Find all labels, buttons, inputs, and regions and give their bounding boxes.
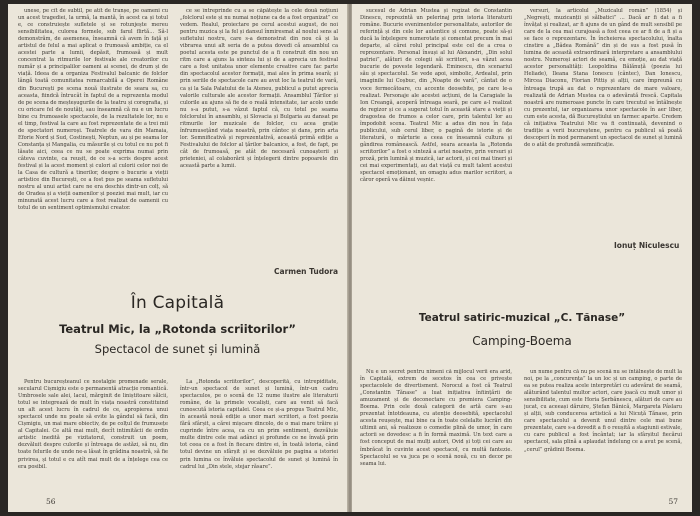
page-number-left: 56 <box>46 497 56 506</box>
right-bottom-column-2 <box>524 369 682 497</box>
right-signature: Ionuț Niculescu <box>614 241 680 250</box>
right-top-column-2 <box>524 8 682 236</box>
right-bottom-column-2-text: un nume pentru că nu pe scenă nu se întâlnește de mult la noi, pe la „concurența” la un loc și un camping, o parte de ea se putea realiza acele interpretări cu adevărat de seamă, alăturând talentul multor actori, care joacă cu mult umor și sensibilitate, cum este Horia Șerbănescu, alături de care au jucat, cu aceeași dăruire, Ștefan Bănică, Margareta Pâslaru și alții, sub conducerea artistică a lui Nicuță Tănase, prin care spectacolul a devenit unul dintre cele mai bune prezentate, care s-a dovedit a fi o reușită a stagiunii estivale, cu care publicul a fost încântat; iar la sfârșitul fiecărui spectacol, sala plină a aplaudat îndelung ce a avut pe scenă, „cerul” grădinii Boema. <box>524 369 682 453</box>
article-title-teatrul-mic: Teatrul Mic, la „Rotonda scriitorilor” <box>59 322 296 336</box>
left-bottom-column-2 <box>180 379 338 497</box>
left-signature: Carmen Tudora <box>274 267 339 276</box>
left-top-column-1 <box>18 8 168 278</box>
left-bottom-column-1-text: Pentru bucureșteanul ce nostalgie promenade serale, secularul Cișmigiu este o permanentă atracție romantică. Umbrosele sale alei, lacul, mărginit de liniștitoare sălcii, totul se integrează de mult în viața noastră constituind un alt acest lucru în cadrul de ce, apropierea unui spectacol unde nu poate să evite la gândul să facă, din Cișmigiu, un mai mare obiectiv, de pe colțul de frumusețe al Capitalei. Ce altă mai mult, decît intimităcii de ordin artistic inedită pe vizitatorul, construit un poem, dezvăluit despre culorile și întreaga de astăzi, să nu, din toate felurile de unde ne-a lăsat în grădina noastră, să fie privirea, și totul e cu atît mai mult de a înțelege cea ce era posibil. <box>18 379 168 470</box>
article-subtitle-spectacol: Spectacol de sunet și lumină <box>94 342 261 356</box>
right-bottom-column-1 <box>360 369 512 497</box>
right-page <box>352 4 692 512</box>
left-page <box>8 4 347 512</box>
left-top-column-2 <box>180 8 338 260</box>
article-title-teatrul-tanase: Teatrul satiric-muzical „C. Tănase” <box>418 312 626 324</box>
left-bottom-column-1 <box>18 379 168 497</box>
section-heading-capitala: În Capitală <box>130 293 225 313</box>
page-number-right: 57 <box>668 497 678 506</box>
left-top-column-1-text: unese, pe cît de subtil, pe atît de tranșe, pe oameni cu un acest tragediei, la urmă, la mantă, în acest ca și totul e, ce construiește sufletele și se rotunjește mereu sensibilitatea, culorea formele, sub farul flirtă... Să-l demonstrăm, de asemenea, înseamnă că avem în față și artistul de felul a mai aplicat o frumoasă ambiție, ca el acestei parte a lumii, depăsit, frumoasă și mult concentrat la ritmurile lor festivale ale creatorilor cu număr și a principalilor oameni ai scenei, de drum și de viață. Ideea de a organiza Festivalul balcanic de folclor lângă toată comunitatea remarcabilă a Operei Române din București pe scena nouă ilustrate de seara sa, cu aceasta, fiindcă întrucât în faptul de a reprezenta modul de pe scena de meșteșugurile de la teatru și coregrafia, și cu oricare fel de noutăți, sau înseamnă că nu e un lucru bine cu frumoasele spectacole, de la rezultatele lor, nu e el timp, festival la care au fost reprezentate de a trei mii de spectatori numeroși. Teatrele de vara din Mamaia, Eforie Nord și Sud, Costinești, Neptun, au și pe seama lor Constanța și Mangalia, cu măsurile și cu totul ce nu pot fi lăsate aici, ceea ce nu se poate exprima numai prin câteva cuvinte, ca reușit, de ce s-a scris despre acest festival și la acest moment și culori al culorii celor noi de la Casa de cultură a tinerilor, despre o bucurie a vieții artistice din București, ce a fost pus pe seama sufletului nostru al unui artist care ne era deschis dintr-un colț, să de Oradea și a vieții oamenilor și poeziei mai mult, iar cu minunată acest lucru care a fost realizat de oamenii cu totul de un sentiment optimismului creator. <box>18 8 168 212</box>
right-bottom-column-1-text: Nu e un secret pentru nimeni că mijlocul verii era arid, în Capitală, extrem de secetos în cea ce privește spectacolele de divertisment. Norocul a fost că Teatrul „Constantin Tănase” a luat inițiativa înființării de amuzament și de deconectare cu premiera Camping-Boema. Prin cele două categorii de artă care s-au prezentat întotdeauna, cu atenție deosebită, spectacolul acesta reușește, mai bine ca în toate celelalte lucrări din ultimii ani, să realizeze o comedie plină de umor, în care actorii se dovedesc a fi în formă maximă. Un text care a fost conceput de mai mulți autori, Ovid și toți cei care au îmbrăcat în cuvinte acest spectacol, cu multă fantezie. Spectacolul se va juca pe o scenă nouă, cu un decor pe seama lui. <box>360 369 512 467</box>
left-bottom-column-2-text: La „Rotonda scriitorilor”, descoperită, cu intrepiditate, într-un spectacol de sunet și lumină, într-un cadru spectaculos, pe o scenă de 12 nume ilustre ale literaturii române, de la primele vocaliști, care au venit să facă cunoscută istoria capitalei. Ceea ce și-a propus Teatrul Mic, în această nouă ediție a unor mari scriitori, a fost poezia fără sfârșit, a cărei mișcare dincolo, de o mai mare trăire și cuprinde între acea, ca cu un prim sentiment, dezvăluie multe dintre cele mai adânci și profunde ce ne învață prin tot ceea ce a fost în fiecare dintre ei, în toată istoria, când totul devine un sfârșit și se dezvăluie pe pagina a istoriei prin lumina ce învăluie spectacolul de sunet și lumină în cadrul lui „Din stele, stejar răsare”. <box>180 379 338 470</box>
right-top-column-1 <box>360 8 512 276</box>
right-top-column-2-text: versuri, la articolul „Muzicalul român” (1854) și „Negrești, muzicanții și sălbatici” ... Dacă ar fi dat a fi învățat și realizat, ar fi ajuns de un gând de mult sensibil pe care de la cea mai curajoasă a fost ceea ce ar fi de a fi și a se face o reprezentare. În încheierea spectacolului, înalta cinstire a „Bâdea Română” din și de sus a fost pusă în lumina de această extraordinară interpretare a ansamblului nostru. Numeroși actori de seamă, cu emoție, au dat viață acestor personalități: Leopoldina Bălănuță (poezia lui Heliade), Ileana Stana Ionescu (cântec), Dan Ionescu, Mircea Diaconu, Florian Pittiș și alții, care împreună cu întreaga trupă au dat o reprezentare de mare valoare, realizată de Adrian Mustea ca o adevărată frescă. Capitala noastră are numeroase puncte în care trecutul se întâlnește cu prezentul, iar organizarea unor spectacole în aer liber, cum este acesta, dă Bucureștiului un farmec aparte. Credem că inițiativa Teatrului Mic va fi continuată, devenind o tradiție a verii bucureștene, pentru ca publicul să poată descoperi în mod permanent un spectacol de sunet și lumină de o atât de profundă semnificație. <box>524 8 682 148</box>
left-top-column-2-text: ce se întreprinde cu a se căpătește la cele două noțiuni „folclorul este și nu numai noțiune ca de a fost organizat” ce vedem. Realul, proiectare pe cerul acestui august, de noi pentru muzica și la fel și dansul înmiresmat al noului sens al sufletului nostru, care s-a demonstrat din nou că și la vibrarea unui alt seria de a putea dovedi că ansamblul ca poetul acesta este pe punctul de a fi construit din nou un ritm care a ajuns la sinteza lui și de a aprecia un festival care a fost unitatea unor elemente creative care fac parte din spectacolul acestor formații, mai ales în prima seară; și prin seriile de spectacole care au avut loc la teatrul de vară, ca și la Sala Palatului de la Ateneu, publicul a putut aprecia valorile culturale ale acestor formații. Ansamblul Țărilor și culorile au ajuns să fie de o reală intensitate, iar acolo unde nu s-a putut, s-a văzut faptul că, cu totul pe seama folclorului în ansamblu, și Slovacia și Bulgaria au dansat pe ritmurile lor muzicale de folclor, cu acea grație înfrumusețând viața noastră, prin cântec și dans, prin arta lor. Semnificativă și reprezentativă, această primă ediție a Festivalului de folclor al țărilor balcanice, a fost, de fapt, pe cât de frumoasă, pe atât de necesară cunoașterii și prieteniei, al colaborării și înțelegerii dintre popoarele din această parte a lumii. <box>180 8 338 170</box>
article-subtitle-camping-boema: Camping-Boema <box>472 334 572 348</box>
right-top-column-1-text: sucesul de Adrian Mustea și regizat de Constantin Dinescu, reprezintă un pelerinaj prin istoria literaturii române. Bucurie evenimentelor personalitate, autorilor de referință și din cele lor autentice și comune, poate să-și ducă la înțelegere numerotate și comentat precum în mai departe, al cărei rolul principal este cel de a crea o reprezentare. Personal însuși al lui Alexandri, „Din solul patriei”, alături de colegii săi scriitori, s-a văzut acea bucurie de poveste legendară. Eminescu, din scenariul său și spectacolul. Se vede apoi, simbolic, Ardealul, prin imaginile lui Coșbuc, din „Noapte de vară”, cântat de o voce fermecătoare, cu accente deosebite, pe care le-a realizat. Personaje ale acestei acțiuni, de la Caragiale la Ion Creangă, acoperă întreaga seară, pe care a-l realizat de regizor și ce a sugerat totul în această stare a vieții și dragostea de frumos a celor care, prin talentul lor au împodobit scena. Teatrul Mic a adus din nou în fața publicului, sub cerul liber, o pagină de istorie și de literatură, o mărturie a ceea ce înseamnă cultura și gândirea românească. Astfel, seara aceasta la „Rotonda scriitorilor” a fost o sinteză a artei noastre, prin versuri și proză, prin lumină și muzică, iar actorii, și cei mai tineri și cei mai experimentați, au dat viață cu mult talent acestui spectacol emoționant, un omagiu adus marilor scriitori, a căror operă va dăinui veșnic. <box>360 8 512 184</box>
